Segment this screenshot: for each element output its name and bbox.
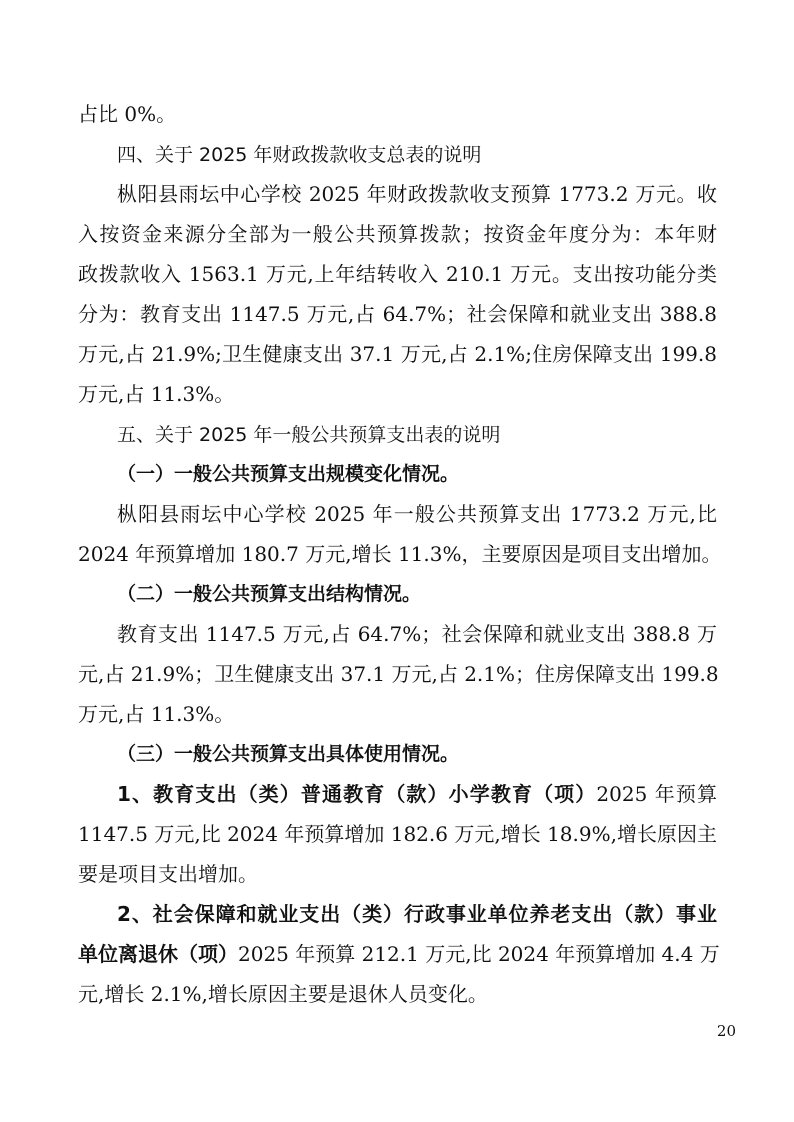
item-1-lead: 1、教育支出（类）普通教育（款）小学教育（项） (117, 782, 597, 806)
paragraph-line: 1147.5 万元,比 2024 年预算增加 182.6 万元,增长 18.9%,增长原因主 (78, 822, 717, 846)
paragraph-line: 元,占 21.9%；卫生健康支出 37.1 万元,占 2.1%；住房保障支出 199.8 (78, 662, 719, 686)
paragraph-line: 万元,占 21.9%;卫生健康支出 37.1 万元,占 2.1%;住房保障支出 199.8 (78, 342, 717, 366)
item-2-lead-continued: 单位离退休（项） (78, 942, 238, 966)
paragraph-line: 2024 年预算增加 180.7 万元,增长 11.3%，主要原因是项目支出增加。 (78, 542, 722, 566)
paragraph-line: 要是项目支出增加。 (78, 862, 258, 886)
paragraph-line: 元,增长 2.1%,增长原因主要是退休人员变化。 (78, 982, 488, 1006)
item-2-second-line (78, 940, 720, 968)
paragraph-line: 枞阳县雨坛中心学校 2025 年一般公共预算支出 1773.2 万元,比 (117, 502, 717, 526)
paragraph-line: 入按资金来源分全部为一般公共预算拨款；按资金年度分为：本年财 (78, 222, 717, 246)
page-number: 20 (716, 1022, 736, 1040)
subsection-heading-2: （二）一般公共预算支出结构情况。 (117, 583, 422, 605)
subsection-heading-3: （三）一般公共预算支出具体使用情况。 (117, 743, 460, 765)
section-heading-5: 五、关于 2025 年一般公共预算支出表的说明 (117, 424, 501, 446)
item-2-lead: 2、社会保障和就业支出（类）行政事业单位养老支出（款）事业 (117, 902, 717, 926)
paragraph-line: 万元,占 11.3%。 (78, 702, 235, 726)
section-heading-4: 四、关于 2025 年财政拨款收支总表的说明 (117, 144, 482, 166)
item-1-rest: 2025 年预算 (596, 782, 717, 806)
paragraph-line: 教育支出 1147.5 万元,占 64.7%；社会保障和就业支出 388.8 万 (117, 622, 717, 646)
paragraph-line: 占比 0%。 (78, 102, 177, 126)
paragraph-line: 万元,占 11.3%。 (78, 382, 235, 406)
subsection-heading-1: （一）一般公共预算支出规模变化情况。 (117, 463, 460, 485)
paragraph-line: 政拨款收入 1563.1 万元,上年结转收入 210.1 万元。支出按功能分类 (78, 262, 717, 286)
item-1-first-line (117, 780, 717, 808)
paragraph-line: 分为：教育支出 1147.5 万元,占 64.7%；社会保障和就业支出 388.8 (78, 302, 717, 326)
paragraph-line: 枞阳县雨坛中心学校 2025 年财政拨款收支预算 1773.2 万元。收 (117, 182, 717, 206)
item-2-rest: 2025 年预算 212.1 万元,比 2024 年预算增加 4.4 万 (238, 942, 720, 966)
